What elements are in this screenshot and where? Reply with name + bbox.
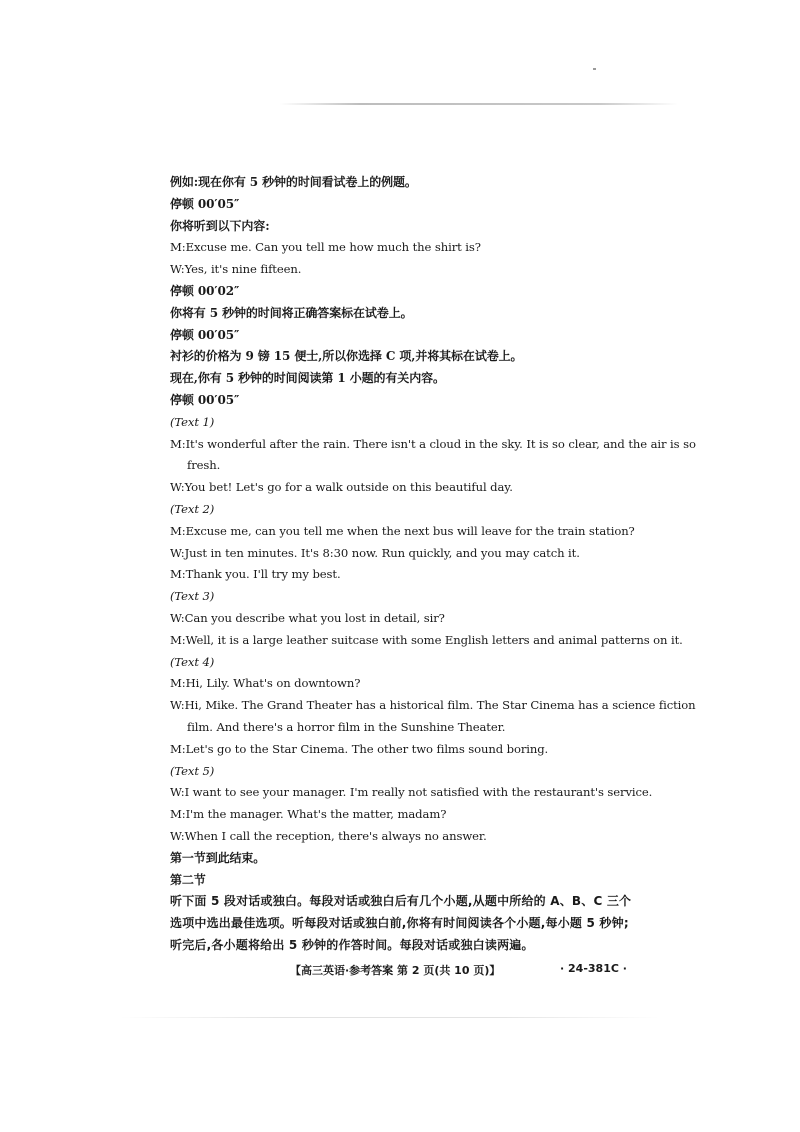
text-line: W:Just in ten minutes. It's 8:30 now. Run quickly, and you may catch it. [170, 545, 580, 560]
text-line: W:You bet! Let's go for a walk outside on this beautiful day. [170, 480, 513, 495]
text-line: 衬衫的价格为 9 镑 15 便士,所以你选择 C 项,并将其标在试卷上。 [170, 349, 523, 364]
text-line: (Text 4) [170, 654, 215, 669]
text-line: 第一节到此结束。 [170, 850, 266, 865]
answer-key-text [170, 172, 696, 957]
text-line: M:Excuse me. Can you tell me how much the shirt is? [170, 240, 481, 255]
text-line: 你将有 5 秒钟的时间将正确答案标在试卷上。 [170, 305, 413, 320]
text-line: 你将听到以下内容: [170, 218, 270, 233]
scan-edge-line-bottom [120, 1017, 660, 1018]
scan-speck [593, 68, 596, 70]
text-line: fresh. [187, 458, 221, 473]
text-line: (Text 1) [170, 414, 215, 429]
text-line: 停顿 00′05″ [170, 392, 240, 407]
text-line: (Text 5) [170, 763, 215, 778]
text-line: M:Well, it is a large leather suitcase with some English letters and animal patterns on it. [170, 632, 683, 647]
footer-code: · 24-381C · [560, 962, 627, 975]
text-line: M:It's wonderful after the rain. There isn't a cloud in the sky. It is so clear, and the air is so [170, 436, 696, 451]
text-line: (Text 2) [170, 501, 215, 516]
text-line: 例如:现在你有 5 秒钟的时间看试卷上的例题。 [170, 175, 417, 189]
text-line: W:Yes, it's nine fifteen. [170, 262, 302, 277]
text-line: M:Thank you. I'll try my best. [170, 567, 341, 582]
text-line: W:Can you describe what you lost in detail, sir? [170, 610, 445, 625]
text-line: M:I'm the manager. What's the matter, madam? [170, 807, 447, 822]
text-line: M:Hi, Lily. What's on downtown? [170, 676, 361, 691]
text-line: 停顿 00′02″ [170, 283, 240, 298]
section-2-instructions: 听下面 5 段对话或独白。每段对话或独白后有几个小题,从题中所给的 A、B、C 三个选项中选出最佳选项。听每段对话或独白前,你将有时间阅读各个小题,每小题 5 秒钟;听完后,各小题将给出 5 秒钟的作答时间。每段对话或独白读两遍。 [170, 894, 632, 952]
text-line: M:Excuse me, can you tell me when the next bus will leave for the train station? [170, 523, 635, 538]
scan-edge-line-top [280, 103, 678, 105]
transcript-lines [170, 172, 696, 891]
text-line: W:I want to see your manager. I'm really not satisfied with the restaurant's service. [170, 785, 653, 800]
text-line: W:Hi, Mike. The Grand Theater has a historical film. The Star Cinema has a science fiction [170, 698, 696, 713]
text-line: 停顿 00′05″ [170, 327, 240, 342]
text-line: M:Let's go to the Star Cinema. The other two films sound boring. [170, 741, 549, 756]
text-line: film. And there's a horror film in the Sunshine Theater. [187, 719, 506, 734]
text-line: W:When I call the reception, there's always no answer. [170, 828, 487, 843]
footer-title: 【高三英语·参考答案 第 2 页(共 10 页)】 [290, 964, 501, 977]
text-line: 现在,你有 5 秒钟的时间阅读第 1 小题的有关内容。 [170, 371, 445, 386]
text-line: 第二节 [170, 872, 206, 887]
text-line: 停顿 00′05″ [170, 196, 240, 211]
text-line: (Text 3) [170, 589, 215, 604]
